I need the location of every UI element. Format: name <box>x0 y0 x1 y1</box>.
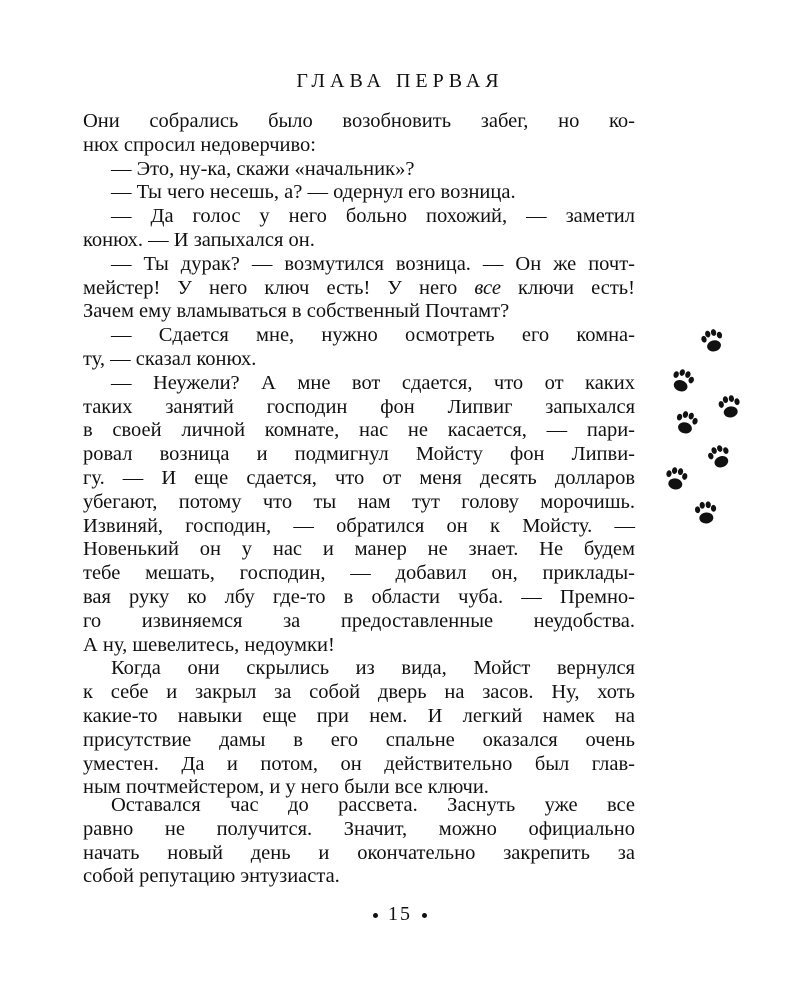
main-text-block <box>83 110 635 800</box>
text-line: Когда они скрылись из вида, Мойст вернулся <box>111 657 635 680</box>
page-number-value: 15 <box>388 903 412 925</box>
text-line: в своей личной комнате, нас не касается, — пари- <box>83 419 635 442</box>
text-line: таких занятий господин фон Липвиг запыхался <box>83 395 635 418</box>
text-line: ровал возница и подмигнул Мойсту фон Липви- <box>83 443 635 466</box>
text-line: Оставался час до рассвета. Заснуть уже все <box>111 794 635 816</box>
page-number <box>0 903 800 926</box>
text-line: гу. — И еще сдается, что от меня десять долларов <box>83 466 635 489</box>
text-line: ным почтмейстером, и у него были все ключи. <box>83 776 489 799</box>
text-line: начать новый день и окончательно закрепить за <box>83 841 635 864</box>
text-line: — Ты чего несешь, а? — одернул его возница. <box>111 181 516 204</box>
text-line: собой репутацию энтузиаста. <box>83 865 340 888</box>
text-line: присутствие дамы в его спальне оказался очень <box>83 728 635 751</box>
text-line: нюх спросил недоверчиво: <box>83 133 317 156</box>
paw-print-icon <box>717 394 742 419</box>
text-fragment: ключи есть! <box>500 276 635 299</box>
paw-print-icon <box>673 409 699 436</box>
paw-print-icon <box>700 327 726 354</box>
chapter-title: ГЛАВА ПЕРВАЯ <box>296 70 504 92</box>
text-line: тебе мешать, господин, — добавил он, приклады- <box>83 562 635 585</box>
text-line: уместен. Да и потом, он действительно был глав- <box>83 752 635 775</box>
text-line: Они собрались было возобновить забег, но ко- <box>83 110 635 132</box>
paw-print-icon <box>694 501 717 525</box>
text-fragment: мейстер! У него ключ есть! У него <box>83 276 475 299</box>
text-line: Зачем ему вламываться в собственный Почтамт? <box>83 300 510 323</box>
text-line: вая руку ко лбу где-то в области чуба. — Премно- <box>83 585 635 608</box>
text-line: равно не получится. Значит, можно официально <box>83 817 635 840</box>
paw-print-icon <box>669 367 696 395</box>
paw-print-icon <box>706 443 733 471</box>
text-line <box>83 277 635 301</box>
text-line: — Да голос у него больно похожий, — заметил <box>111 205 635 228</box>
second-text-block <box>83 794 635 889</box>
paw-print-icon <box>664 466 689 491</box>
text-line: — Неужели? А мне вот сдается, что от каких <box>111 371 635 394</box>
text-line: — Ты дурак? — возмутился возница. — Он же почт- <box>111 252 635 275</box>
bullet-icon <box>422 913 427 918</box>
italic-emphasis: все <box>474 276 501 299</box>
text-line: какие-то навыки еще при нем. И легкий намек на <box>83 704 635 727</box>
text-line: Извиняй, господин, — обратился он к Мойсту. — <box>83 514 635 537</box>
text-line: конюх. — И запыхался он. <box>83 228 315 251</box>
text-line: к себе и закрыл за собой дверь на засов. Ну, хоть <box>83 681 635 704</box>
text-line: — Это, ну-ка, скажи «начальник»? <box>111 157 415 180</box>
paw-prints-decoration <box>650 320 760 540</box>
bullet-icon <box>373 913 378 918</box>
text-line: А ну, шевелитесь, недоумки! <box>83 633 335 656</box>
text-line: — Сдается мне, нужно осмотреть его комна- <box>111 324 635 347</box>
text-line: го извиняемся за предоставленные неудобства. <box>83 609 635 632</box>
text-line: Новенький он у нас и манер не знает. Не будем <box>83 538 635 561</box>
text-line: ту, — сказал конюх. <box>83 347 257 370</box>
text-line: убегают, потому что ты нам тут голову морочишь. <box>83 490 635 513</box>
